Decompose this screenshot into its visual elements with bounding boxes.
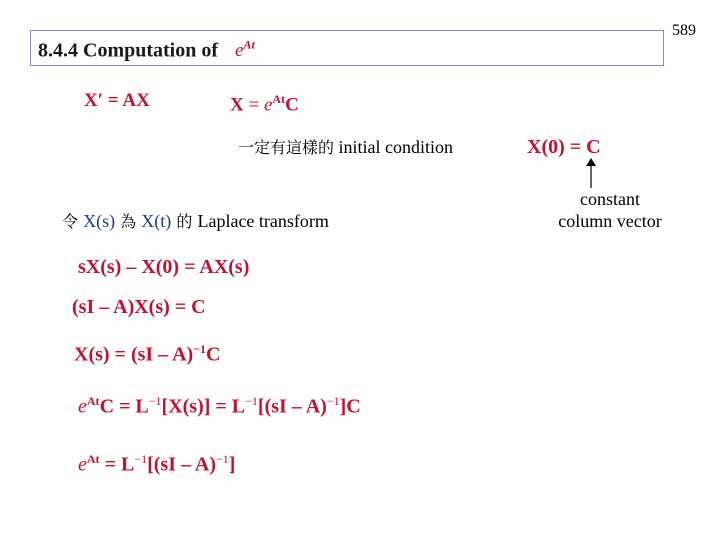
solution-exp-power: At xyxy=(272,92,286,106)
step-3 xyxy=(74,342,220,367)
section-title-text: 8.4.4 Computation of xyxy=(38,39,219,62)
step-5-rest: = L xyxy=(99,453,135,476)
step-4-exp: At xyxy=(86,394,100,408)
annotation-line2: column vector xyxy=(558,211,662,231)
step-4-base: e xyxy=(78,395,87,418)
solution-lhs: X xyxy=(230,94,244,116)
solution-tail: C xyxy=(285,94,299,116)
step-5 xyxy=(78,452,235,477)
transform-zh3: 的 xyxy=(171,212,198,231)
section-title xyxy=(38,38,255,62)
step-4-rest: C = L xyxy=(99,395,149,418)
annotation-arrow xyxy=(585,158,597,188)
step-4-b1: [X(s)] = L xyxy=(161,395,246,418)
transform-Xt: X(t) xyxy=(141,211,172,231)
step-5-sup2: −1 xyxy=(215,452,229,466)
step-2: (sI – A)X(s) = C xyxy=(72,296,206,318)
step-3-main: X(s) = (sI – A) xyxy=(74,343,194,366)
step-4-sup1: −1 xyxy=(148,394,162,408)
transform-line xyxy=(62,209,329,232)
title-expr-base: e xyxy=(235,40,244,62)
step-3-sup: −1 xyxy=(193,342,207,356)
solution-exp-base: e xyxy=(263,94,273,116)
step-4-sup2: −1 xyxy=(245,394,258,408)
step-1: sX(s) – X(0) = AX(s) xyxy=(78,256,250,278)
step-4-sup3: −1 xyxy=(326,394,340,408)
step-3-tail: C xyxy=(206,343,221,366)
transform-en: Laplace transform xyxy=(197,211,329,231)
title-expr xyxy=(235,40,255,61)
step-5-base: e xyxy=(78,453,87,476)
title-expr-exp: At xyxy=(243,38,255,52)
step-5-b1: [(sI – A) xyxy=(147,453,216,476)
intro-line xyxy=(238,135,453,158)
step-4-b2: [(sI – A) xyxy=(257,395,327,418)
transform-Xs: X(s) xyxy=(83,211,116,231)
intro-en: initial condition xyxy=(334,137,454,157)
step-4 xyxy=(78,394,361,419)
transform-zh1: 令 xyxy=(62,212,84,231)
step-4-b3: ]C xyxy=(339,395,361,418)
step-5-sup1: −1 xyxy=(134,452,148,466)
ode-equation: X′ = AX xyxy=(84,90,150,111)
step-5-b2: ] xyxy=(228,453,236,476)
solution-equation xyxy=(230,92,299,116)
initial-condition-expr: X(0) = C xyxy=(527,136,601,158)
page-number: 589 xyxy=(672,22,696,39)
step-5-exp: At xyxy=(86,452,100,466)
annotation-line1: constant xyxy=(580,189,640,209)
transform-zh2: 為 xyxy=(115,212,142,231)
constant-annotation xyxy=(540,188,680,232)
intro-zh: 一定有這樣的 xyxy=(238,138,335,157)
solution-eq-sign: = xyxy=(243,94,264,116)
